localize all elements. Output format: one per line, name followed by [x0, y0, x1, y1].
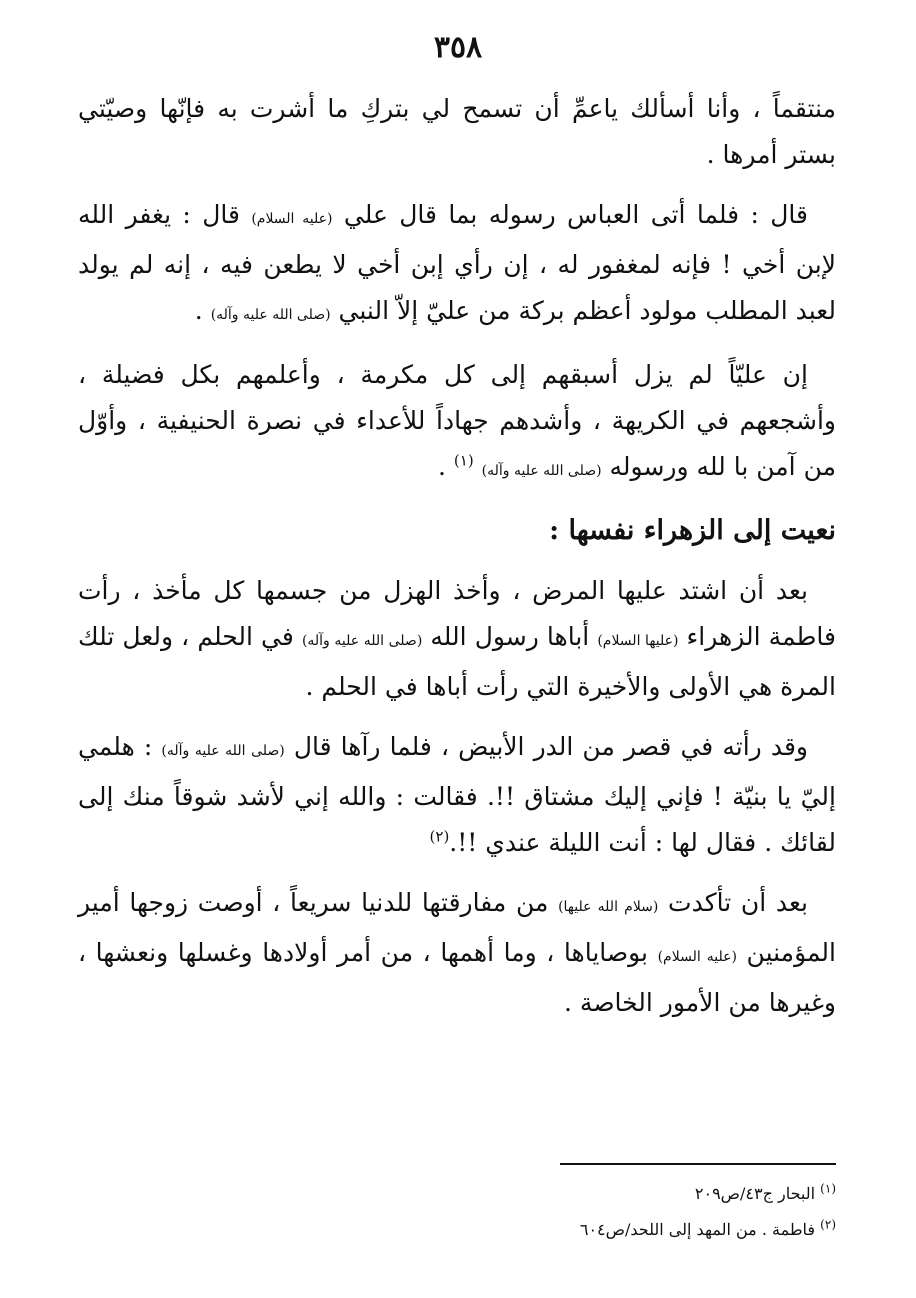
- footnote-number: (١): [820, 1181, 836, 1196]
- section-heading: نعيت إلى الزهراء نفسها :: [549, 515, 836, 546]
- text-segment: من مفارقتها للدنيا سريعاً ، أوصت زوجها أمير المؤمنين: [78, 888, 836, 967]
- text-segment: بوصاياها ، وما أهمها ، من أمر أولادها وغسلها ونعشها ، وغيرها من الأمور الخاصة .: [78, 938, 836, 1017]
- paragraph: [78, 192, 836, 338]
- page-number: ٣٥٨: [433, 30, 483, 65]
- footnote-number: (٢): [820, 1217, 836, 1232]
- paragraph: [78, 86, 836, 178]
- honorific: (عليه السلام): [657, 949, 737, 965]
- text-segment: وقد رأته في قصر من الدر الأبيض ، فلما رآها قال: [284, 732, 808, 761]
- paragraph: [78, 568, 836, 710]
- footnote-ref: (١): [453, 451, 474, 470]
- text-segment: : هلمي إليّ يا بنيّة ! فإني إليك مشتاق !!. فقالت : والله إني لأشد شوقاً منك إلى لقائك . فقال لها : أنت الليلة عندي !!.: [78, 732, 836, 857]
- honorific: (صلى الله عليه وآله): [161, 743, 285, 759]
- paragraph: [78, 724, 836, 866]
- text-segment: قال : يغفر الله لإبن أخي ! فإنه لمغفور له ، إن رأي إبن أخي لا يطعن فيه ، إنه لم يولد لعبد المطلب مولود أعظم بركة من عليّ إلاّ النبي: [78, 200, 836, 325]
- footnotes: [500, 1176, 836, 1248]
- text-segment: منتقماً ، وأنا أسألك ياعمِّ أن تسمح لي بتركِ ما أشرت به فإنّها وصيّتي بستر أمرها .: [78, 94, 836, 169]
- text-segment: بعد أن تأكدت: [658, 888, 809, 917]
- footnote-ref: (٢): [429, 827, 450, 846]
- honorific: (صلى الله عليه وآله): [301, 633, 423, 649]
- honorific: (صلى الله عليه وآله): [210, 307, 331, 323]
- text-segment: [474, 452, 482, 481]
- footnote-divider: [560, 1163, 836, 1165]
- text-segment: قال : فلما أتى العباس رسوله بما قال علي: [332, 200, 808, 229]
- text-segment: بعد أن اشتد عليها المرض ، وأخذ الهزل من جسمها كل مأخذ ، رأت فاطمة الزهراء: [78, 576, 836, 651]
- text-segment: في الحلم ، ولعل تلك المرة هي الأولى والأخيرة التي رأت أباها في الحلم .: [78, 622, 836, 701]
- text-segment: .: [194, 296, 211, 325]
- honorific: (صلى الله عليه وآله): [481, 463, 602, 479]
- footnote: [500, 1212, 836, 1248]
- honorific: (عليها السلام): [597, 633, 679, 649]
- paragraph: [78, 880, 836, 1026]
- footnote: [500, 1176, 836, 1212]
- text-segment: .: [438, 452, 454, 481]
- text-segment: إن عليّاً لم يزل أسبقهم إلى كل مكرمة ، وأعلمهم بكل فضيلة ، وأشجعهم في الكريهة ، وأشدهم جهاداً للأعداء في نصرة الحنيفية ، وأوّل من آمن با لله ورسوله: [78, 360, 836, 481]
- footnote-text: البحار ج٤٣/ص٢٠٩: [694, 1184, 816, 1203]
- body-text: [78, 86, 836, 1040]
- paragraph: [78, 352, 836, 494]
- text-segment: أباها رسول الله: [422, 622, 598, 651]
- honorific: (عليه السلام): [251, 211, 333, 227]
- footnote-text: فاطمة . من المهد إلى اللحد/ص٦٠٤: [579, 1220, 816, 1239]
- honorific: (سلام الله عليها): [558, 899, 659, 915]
